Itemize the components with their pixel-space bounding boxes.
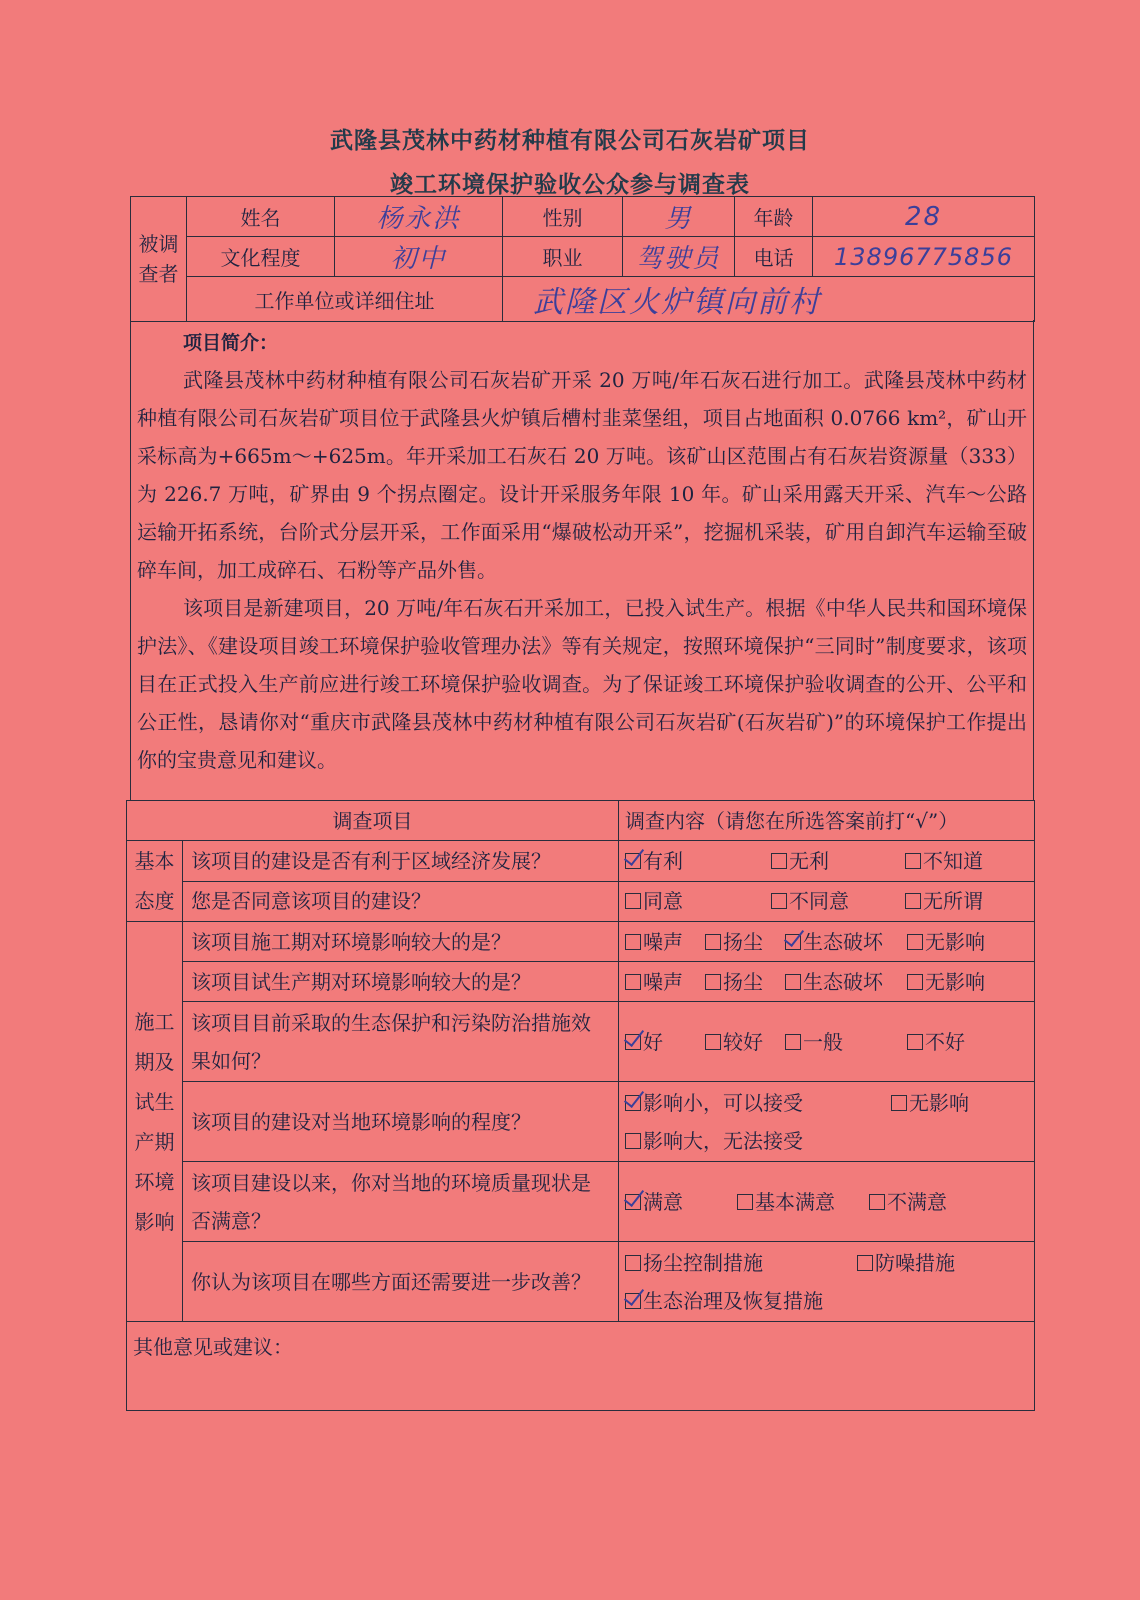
checkbox-icon[interactable] [785,1034,801,1050]
category-basic-attitude: 基本态度 [127,841,183,922]
checkbox-checked-icon[interactable] [625,1095,641,1111]
checkbox-icon[interactable] [625,974,641,990]
option-8-c[interactable]: 生态治理及恢复措施 [625,1282,823,1320]
question-1: 该项目的建设是否有利于区域经济发展？ [183,841,619,882]
question-4: 该项目试生产期对环境影响较大的是？ [183,962,619,1002]
option-1-b[interactable]: 无利 [771,842,905,880]
answer-options-7 [619,1162,1035,1242]
gender-value[interactable]: 男 [623,197,735,237]
option-3-b[interactable]: 扬尘 [705,923,785,961]
checkbox-icon[interactable] [907,934,923,950]
option-6-a[interactable]: 影响小，可以接受 [625,1084,891,1122]
question-7: 该项目建设以来，你对当地的环境质量现状是否满意？ [183,1162,619,1242]
option-4-c[interactable]: 生态破坏 [785,963,907,1001]
option-5-c[interactable]: 一般 [785,1023,907,1061]
checkbox-icon[interactable] [771,853,787,869]
category-environmental-impact: 施工期及试生产期环境影响 [127,922,183,1322]
option-5-d[interactable]: 不好 [907,1023,965,1061]
checkbox-checked-icon[interactable] [625,1194,641,1210]
option-4-a[interactable]: 噪声 [625,963,705,1001]
answer-options-1 [619,841,1035,882]
question-8: 你认为该项目在哪些方面还需要进一步改善？ [183,1242,619,1322]
phone-label: 电话 [735,237,813,277]
checkbox-icon[interactable] [705,934,721,950]
option-3-d[interactable]: 无影响 [907,923,985,961]
intro-heading: 项目简介： [183,332,279,354]
gender-label: 性别 [503,197,623,237]
option-6-c[interactable]: 影响大，无法接受 [625,1122,803,1160]
intro-paragraph-1: 武隆县茂林中药材种植有限公司石灰岩矿开采 20 万吨/年石灰石进行加工。武隆县茂林中药材种植有限公司石灰岩矿项目位于武隆县火炉镇后槽村韭菜堡组，项目占地面积 0.0766 km²，矿山开采标高为+665m～+625m。年开采加工石灰石 20 万吨。该矿山区范围占有石灰岩资源量（333）为 226.7 万吨，矿界由 9 个拐点圈定。设计开采服务年限 10 年。矿山采用露天开采、汽车～公路运输开拓系统，台阶式分层开采，工作面采用“爆破松动开采”，挖掘机采装，矿用自卸汽车运输至破碎车间，加工成碎石、石粉等产品外售。 [137,368,1027,582]
checkbox-checked-icon[interactable] [785,934,801,950]
other-comments-label: 其他意见或建议： [133,1335,293,1359]
checkbox-icon[interactable] [907,974,923,990]
education-value[interactable]: 初中 [335,237,503,277]
checkbox-icon[interactable] [737,1194,753,1210]
project-intro [130,320,1034,800]
option-3-c[interactable]: 生态破坏 [785,923,907,961]
checkbox-icon[interactable] [625,893,641,909]
checkbox-icon[interactable] [907,1034,923,1050]
checkbox-checked-icon[interactable] [625,1034,641,1050]
answer-options-4 [619,962,1035,1002]
survey-table [126,800,1035,1411]
answer-options-3 [619,922,1035,962]
form-title-line1: 武隆县茂林中药材种植有限公司石灰岩矿项目 [330,128,810,154]
name-value[interactable]: 杨永洪 [335,197,503,237]
checkbox-icon[interactable] [869,1194,885,1210]
checkbox-checked-icon[interactable] [625,853,641,869]
header-survey-content: 调查内容（请您在所选答案前打“√”） [619,801,1035,841]
option-4-d[interactable]: 无影响 [907,963,985,1001]
header-survey-item: 调查项目 [127,801,619,841]
name-label: 姓名 [187,197,335,237]
answer-options-2 [619,881,1035,922]
checkbox-icon[interactable] [625,1255,641,1271]
answer-options-5 [619,1002,1035,1082]
occupation-value[interactable]: 驾驶员 [623,237,735,277]
option-4-b[interactable]: 扬尘 [705,963,785,1001]
option-2-b[interactable]: 不同意 [771,882,905,920]
option-2-a[interactable]: 同意 [625,882,771,920]
option-2-c[interactable]: 无所谓 [905,882,983,920]
option-5-a[interactable]: 好 [625,1023,705,1061]
question-2: 您是否同意该项目的建设？ [183,881,619,922]
checkbox-icon[interactable] [905,853,921,869]
intro-paragraph-2: 该项目是新建项目，20 万吨/年石灰石开采加工，已投入试生产。根据《中华人民共和国环境保护法》、《建设项目竣工环境保护验收管理办法》等有关规定，按照环境保护“三同时”制度要求，该项目在正式投入生产前应进行竣工环境保护验收调查。为了保证竣工环境保护验收调查的公开、公平和公正性，恳请你对“重庆市武隆县茂林中药材种植有限公司石灰岩矿(石灰岩矿)”的环境保护工作提出你的宝贵意见和建议。 [137,596,1027,772]
option-6-b[interactable]: 无影响 [891,1084,969,1122]
checkbox-icon[interactable] [857,1255,873,1271]
question-6: 该项目的建设对当地环境影响的程度？ [183,1082,619,1162]
age-value[interactable]: 28 [813,197,1035,237]
option-8-b[interactable]: 防噪措施 [857,1244,955,1282]
checkbox-icon[interactable] [705,974,721,990]
education-label: 文化程度 [187,237,335,277]
respondent-section-label: 被调查者 [131,197,187,322]
option-1-a[interactable]: 有利 [625,842,771,880]
form-title-line2: 竣工环境保护验收公众参与调查表 [390,172,750,198]
address-value[interactable]: 武隆区火炉镇向前村 [503,277,1035,322]
option-3-a[interactable]: 噪声 [625,923,705,961]
age-label: 年龄 [735,197,813,237]
option-7-c[interactable]: 不满意 [869,1183,947,1221]
checkbox-icon[interactable] [905,893,921,909]
option-7-b[interactable]: 基本满意 [737,1183,869,1221]
checkbox-icon[interactable] [705,1034,721,1050]
phone-value[interactable]: 13896775856 [813,237,1035,277]
checkbox-icon[interactable] [771,893,787,909]
checkbox-icon[interactable] [625,934,641,950]
other-comments-field[interactable] [127,1322,1035,1411]
respondent-info-table [130,196,1035,322]
checkbox-icon[interactable] [891,1095,907,1111]
option-1-c[interactable]: 不知道 [905,842,983,880]
option-7-a[interactable]: 满意 [625,1183,737,1221]
checkbox-icon[interactable] [785,974,801,990]
checkbox-icon[interactable] [625,1133,641,1149]
option-5-b[interactable]: 较好 [705,1023,785,1061]
question-3: 该项目施工期对环境影响较大的是？ [183,922,619,962]
occupation-label: 职业 [503,237,623,277]
answer-options-6 [619,1082,1035,1162]
answer-options-8 [619,1242,1035,1322]
question-5: 该项目目前采取的生态保护和污染防治措施效果如何？ [183,1002,619,1082]
option-8-a[interactable]: 扬尘控制措施 [625,1244,857,1282]
checkbox-checked-icon[interactable] [625,1293,641,1309]
address-label: 工作单位或详细住址 [187,277,503,322]
